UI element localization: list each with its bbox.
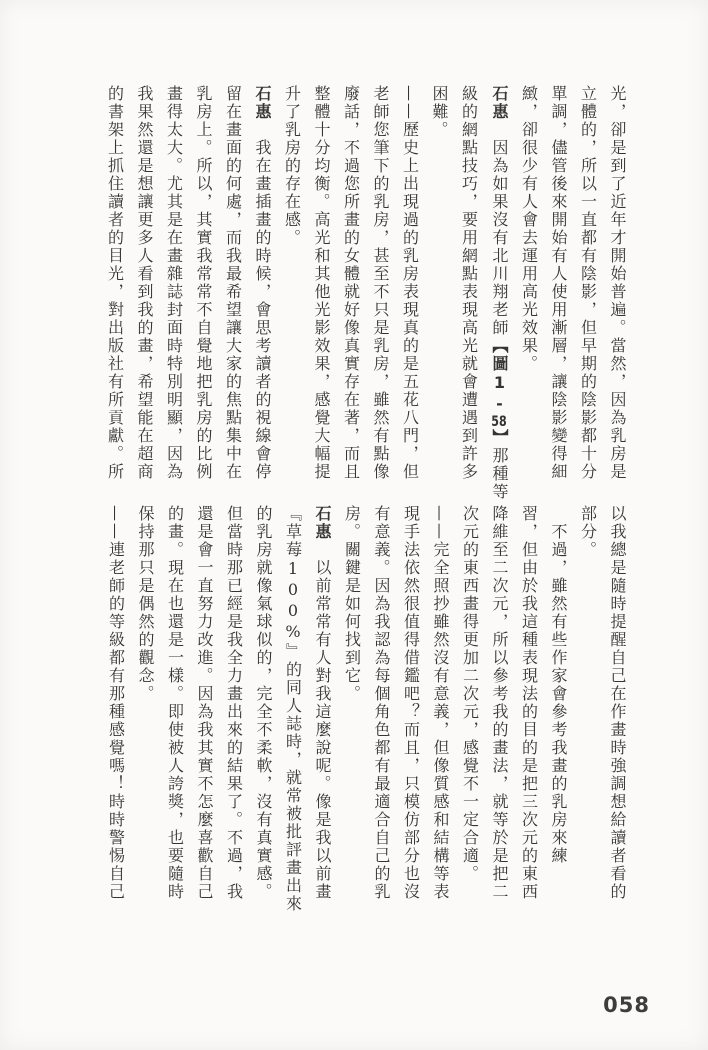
text-segment: 乳房上。所以，其實我常常不自覺地把乳房的比例 — [194, 85, 213, 481]
speaker-name-or-figure-ref: 石惠 — [490, 85, 509, 121]
text-column — [426, 505, 456, 923]
text-segment: ——連老師的等級都有那種感覺嗎！時時警惕自己 — [106, 505, 126, 901]
text-segment: ——歷史上出現過的乳房表現真的是五花八門，但 — [400, 85, 420, 481]
text-column — [278, 505, 308, 923]
speaker-name-or-figure-ref: 58 — [491, 415, 507, 429]
text-segment: 部分。 — [578, 505, 598, 559]
speaker-name-or-figure-ref: 石惠 — [253, 85, 272, 121]
text-column — [395, 85, 425, 503]
text-segment: 留在畫面的何處，而我最希望讓大家的焦點集中在 — [223, 85, 243, 481]
text-column — [367, 505, 397, 923]
text-segment: 保持那只是偶然的觀念。 — [136, 505, 155, 703]
text-column — [308, 505, 338, 923]
text-column — [396, 505, 426, 923]
text-column — [603, 505, 633, 923]
text-segment: 還是會一直努力改進。因為我其實不怎麼喜歡自己 — [195, 505, 214, 901]
text-segment: 光，卻是到了近年才開始普遍。當然，因為乳房是 — [608, 85, 627, 481]
text-segment: 現手法依然很值得借鑑吧？而且，只模仿部分也沒 — [401, 505, 421, 901]
speaker-name-or-figure-ref: 石惠 — [313, 505, 332, 541]
text-column — [544, 85, 574, 503]
text-band-top — [100, 85, 632, 503]
text-segment: 單調，儘管後來開始有人使用漸層，讓陰影變得細 — [549, 85, 568, 481]
text-column — [101, 505, 131, 923]
text-segment: 級的網點技巧，要用網點表現高光就會遭遇到許多 — [459, 85, 479, 481]
text-column — [307, 85, 337, 503]
text-segment: 習，但由於我這種表現法的目的是把三次元的東西 — [519, 505, 539, 901]
text-column — [218, 85, 248, 503]
text-segment: 『草莓 — [283, 505, 303, 559]
speaker-name-or-figure-ref: 】 — [490, 429, 509, 447]
text-segment: 整體十分均衡。高光和其他光影效果，感覺大幅提 — [312, 85, 331, 481]
text-segment: 100% — [283, 559, 303, 643]
text-column — [573, 85, 603, 503]
text-segment: 但當時那已經是我全力畫出來的結果了。不過，我 — [224, 505, 244, 901]
text-column — [514, 85, 544, 503]
text-band-bottom — [101, 505, 632, 923]
text-column — [603, 85, 633, 503]
text-segment: 那種等 — [490, 447, 509, 501]
text-segment: 緻，卻很少有人會去運用高光效果。 — [519, 85, 539, 373]
text-column — [454, 85, 484, 503]
text-segment: 以前常常有人對我這麼說呢。像是我以前畫 — [313, 541, 332, 901]
text-column — [248, 85, 278, 503]
text-segment: 廢話，不過您所畫的女體就好像真實存在著，而且 — [341, 85, 361, 481]
text-column — [249, 505, 279, 923]
text-segment: 次元的東西畫得更加二次元，感覺不一定合適。 — [460, 505, 480, 883]
text-column — [573, 505, 603, 923]
text-column — [455, 505, 485, 923]
text-segment: 立體的，所以一直都有陰影，但早期的陰影都十分 — [578, 85, 598, 481]
text-column — [160, 505, 190, 923]
text-column — [514, 505, 544, 923]
text-segment: 因為如果沒有北川翔老師 — [490, 121, 509, 337]
text-segment: 我果然還是想讓更多人看到我的畫，希望能在超商 — [135, 85, 154, 481]
page-number: 058 — [603, 993, 650, 1017]
text-column — [366, 85, 396, 503]
text-segment: 不過，雖然有些作家會參考我畫的乳房來練 — [549, 505, 568, 865]
text-segment: 有意義。因為我認為每個角色都有最適合自己的乳 — [372, 505, 391, 901]
text-segment: 困難。 — [430, 85, 449, 139]
text-column — [190, 505, 220, 923]
text-column — [337, 505, 367, 923]
speaker-name-or-figure-ref: 【圖 — [490, 337, 509, 373]
text-column — [159, 85, 189, 503]
text-column — [544, 505, 574, 923]
text-segment: 降維至二次元，所以參考我的畫法，就等於是把二 — [490, 505, 509, 901]
text-segment: 的書架上抓住讀者的目光，對出版社有所貢獻。所 — [105, 85, 125, 481]
text-segment: 』的同人誌時，就常被批評畫出來 — [283, 643, 303, 913]
text-segment: 的乳房就像氣球似的，完全不柔軟，沒有真實感。 — [254, 505, 273, 901]
text-segment: ——完全照抄雖然沒有意義，但像質感和結構等表 — [431, 505, 450, 901]
speaker-name-or-figure-ref: 1- — [490, 373, 509, 415]
text-column — [336, 85, 366, 503]
text-column — [485, 505, 515, 923]
text-segment: 的畫。現在也還是一樣。即使被人誇獎，也要隨時 — [165, 505, 185, 901]
text-segment: 房。關鍵是如何找到它。 — [342, 505, 362, 703]
text-column — [219, 505, 249, 923]
text-column — [189, 85, 219, 503]
text-column — [484, 85, 515, 503]
text-segment: 我在畫插畫的時候，會思考讀者的視線會停 — [253, 121, 272, 481]
text-segment: 老師您筆下的乳房，甚至不只是乳房，雖然有點像 — [371, 85, 390, 481]
text-column — [277, 85, 307, 503]
text-column — [130, 85, 160, 503]
text-column — [100, 85, 130, 503]
text-column — [425, 85, 455, 503]
text-segment: 升了乳房的存在感。 — [282, 85, 302, 247]
text-segment: 畫得太大。尤其是在畫雜誌封面時特別明顯，因為 — [164, 85, 184, 481]
text-segment: 以我總是隨時提醒自己在作畫時強調想給讀者看的 — [608, 505, 627, 901]
text-column — [131, 505, 161, 923]
